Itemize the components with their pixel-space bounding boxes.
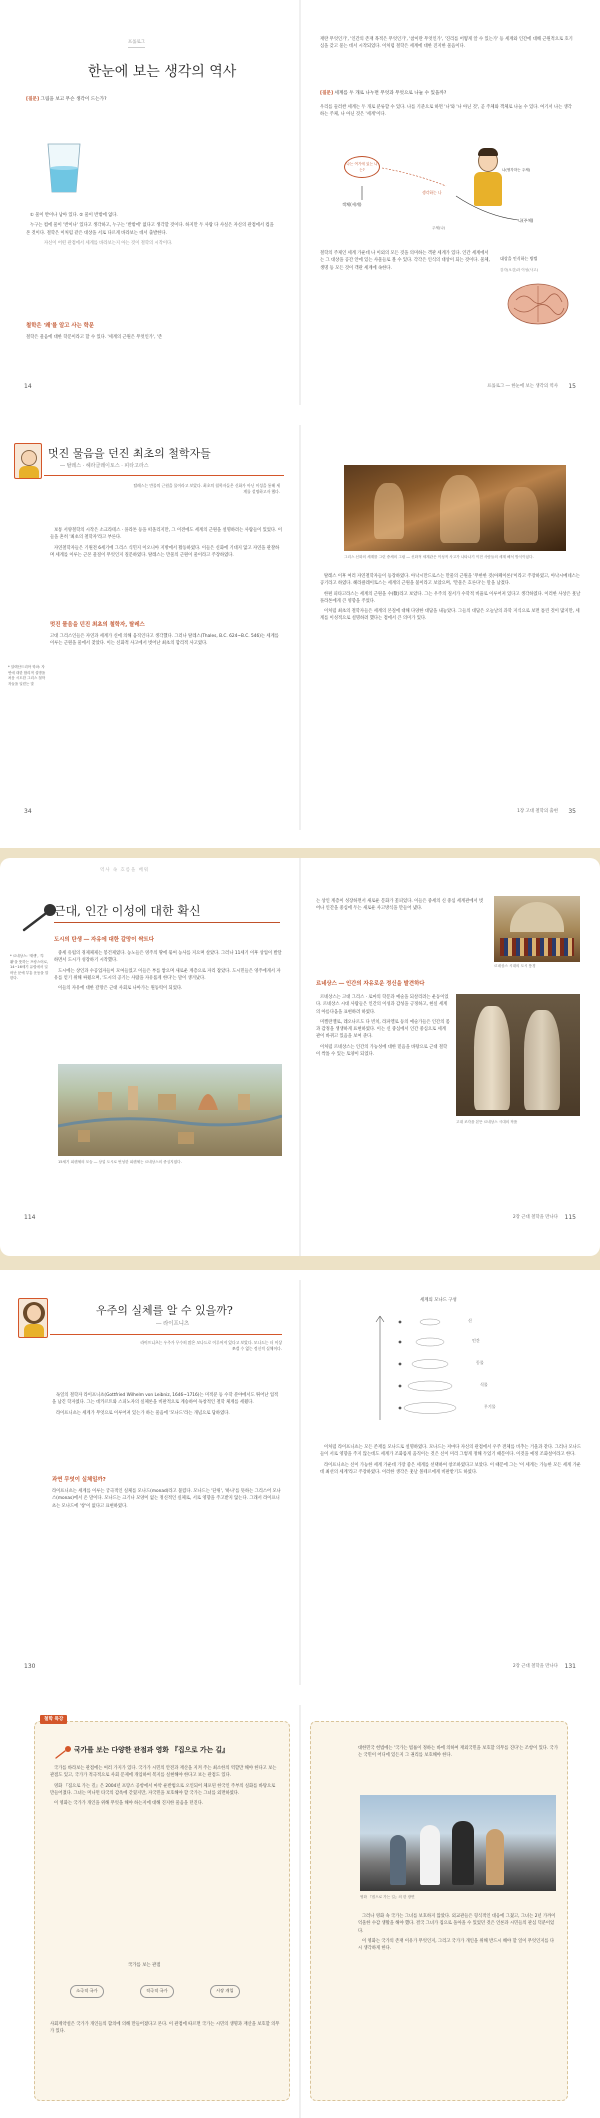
paragraph: 미켈란젤로, 레오나르도 다 빈치, 라파엘로 등의 예술가들은 인간의 몸과 감정을 생생하게 표현하였다. 이는 신 중심에서 인간 중심으로 세계관이 바뀌고 있음을 보여 준다.: [316, 1019, 450, 1040]
world-bubble: 나는 여기에 있는 나는?: [344, 156, 380, 178]
statue-figure: [474, 1006, 510, 1110]
title-rule: [54, 922, 280, 923]
spread-special-lecture: [0, 1705, 600, 2118]
margin-note: * 알렉산드리아 학파: 자연에 대한 합리적 설명을 처음 시도한 그리스 철학자들을 일컫는 말: [8, 665, 46, 686]
body-text-right: [320, 573, 582, 626]
microphone-icon: [54, 1745, 72, 1759]
statue-photo: [456, 994, 580, 1116]
page-title: 한눈에 보는 생각의 역사: [87, 64, 237, 80]
florence-map-image: [58, 1064, 282, 1156]
subhead-city: 도시의 탄생 ― 자유에 대한 갈망이 싹트다: [54, 937, 154, 943]
thought-label: 생각하는 나: [422, 190, 442, 195]
question-text: 그림을 보고 무슨 생각이 드는가?: [40, 97, 107, 102]
intro-text: 라이프니츠는 우주가 무수히 많은 모나드로 이루어져 있다고 보았다. 모나드는 더 이상 쪼갤 수 없는 정신적 실체이다.: [140, 1340, 282, 1352]
portrait-head: [27, 1305, 41, 1321]
object-label: 객체(세계): [342, 202, 362, 207]
title-rule: [44, 475, 284, 476]
state-view-item: 소극적 국가: [70, 1985, 104, 1998]
page-number: 131: [564, 1662, 576, 1670]
spread-leibniz: [0, 1280, 600, 1685]
intro-text: 탈레스는 만물의 근원을 물이라고 보았다. 최초의 철학자들은 신화가 아닌 이성을 통해 세계를 설명하고자 했다.: [133, 483, 280, 495]
body-text-left: [26, 212, 278, 250]
brain-sublabel: 감각(오감)과 이성(사고): [500, 268, 538, 272]
paragraph: 르네상스는 고대 그리스 · 로마의 학문과 예술을 되살리려는 운동이었다. 르네상스 시대 사람들은 인간의 이성과 감성을 긍정하고, 현실 세계의 아름다움을 표현하려 하였다.: [316, 995, 449, 1015]
monad-label: 무기물: [484, 1404, 496, 1409]
paragraph: 탈레스 이후 여러 자연철학자들이 등장하였다. 아낙시만드로스는 만물의 근원을 '무한한 것(아페이론)'이라고 주장하였고, 아낙시메네스는 공기라고 하였다. 헤라클레이토스는 세계의 근원을 불이라고 보았으며, '만물은 흐른다'는 말을 남겼다.: [320, 574, 580, 587]
paragraph: 누구는 컵에 물이 '반이나' 있다고 생각하고, 누구는 '반밖에' 없다고 생각할 것이다. 하지만 두 사람 다 사실은 자신의 관점에서 컵을 본 것이다. 철학은 이처럼 같은 대상을 서로 다르게 바라보는 데서 출발한다.: [26, 223, 274, 236]
question-text: 세계를 두 개로 나누면 무엇과 무엇으로 나눌 수 있을까?: [334, 91, 447, 96]
monad-diagram-title: 세계의 모나드 구성: [420, 1298, 457, 1303]
water-glass-illustration: [44, 140, 84, 196]
paragraph: 보통 서양철학의 시작은 소크라테스 · 플라톤 등을 떠올리지만, 그 이전에도 세계의 근원을 설명하려는 사람들이 있었다. 이들을 흔히 '최초의 철학자'라고 부른다.: [50, 528, 282, 541]
person-body: [474, 172, 502, 206]
body-text-left-2: 사회계약설은 국가가 개인들의 합의에 의해 만들어졌다고 본다. 이 관점에 따르면 국가는 시민의 생명과 재산을 보호할 의무가 있다.: [50, 2022, 280, 2035]
page-number: 115: [564, 1213, 576, 1221]
title-rule: [50, 1334, 282, 1335]
portrait-head: [21, 450, 37, 466]
paragraph: 이처럼 르네상스는 인간의 가능성에 대한 믿음을 바탕으로 근대 철학이 싹틀 수 있는 토양이 되었다.: [316, 1044, 448, 1058]
painting-figure: [504, 487, 538, 543]
movie-figure: [390, 1835, 406, 1885]
question-label: [질문]: [320, 91, 334, 96]
paragraph: 독일의 철학자 라이프니츠(Gottfried Wilhelm von Leibniz, 1646~1716)는 미적분 등 수학 분야에서도 뛰어난 업적을 남긴 학자였다. 그는 데카르트와 스피노자의 실체론을 비판적으로 계승하여 독창적인 철학 체계를 세웠다.: [52, 1393, 279, 1406]
body-text-left: [54, 950, 282, 995]
paragraph: 라이프니츠는 신이 가능한 세계 가운데 가장 좋은 세계를 선택하여 창조하였다고 보았다. 이 때문에 그는 '이 세계는 가능한 모든 세계 가운데 최선의 세계'라고 주장하였다. 이러한 생각은 훗날 볼테르에게 비판받기도 하였다.: [320, 1462, 581, 1475]
subject-label: 나(생각하는 주체): [501, 168, 531, 172]
question-line-2: [320, 90, 576, 97]
statue-figure: [524, 1010, 560, 1110]
brain-icon: [506, 282, 570, 326]
paragraph: 이처럼 라이프니츠는 모든 존재를 모나드로 설명하였다. 모나드는 저마다 자신의 관점에서 우주 전체를 비추는 거울과 같다. 그러나 모나드들이 서로 영향을 주지 않는데도 세계가 조화롭게 움직이는 것은 신이 미리 그렇게 정해 두었기 때문이다. 이것을 예정 조화설이라고 한다.: [320, 1445, 582, 1458]
subhead-philosophy: 철학은 '왜'를 알고 사는 학문: [26, 323, 95, 329]
body-text-left-2: 고대 그리스인들은 자연과 세계가 신에 의해 움직인다고 생각했다. 그러나 탈레스(Thales, B.C. 624~B.C. 546)는 세계를 이루는 근원을 물에서 찾았다. 이는 신화적 사고에서 벗어난 최초의 합리적 사고였다.: [50, 634, 279, 647]
body-text-right: [358, 1913, 558, 1955]
person-illustration: [468, 150, 508, 220]
painting-arch: [510, 902, 564, 932]
state-views-diagram: [70, 1977, 260, 2007]
paragraph: 그러나 영화 속 국가는 그녀를 보호하지 않았다. 외교관들은 형식적인 대응에 그쳤고, 그녀는 2년 가까이 억울한 수감 생활을 해야 했다. 결국 그녀가 집으로 돌아올 수 있었던 것은 언론과 시민들의 관심 덕분이었다.: [358, 1914, 556, 1934]
monad-label: 인간: [472, 1338, 480, 1343]
page-131: [300, 1280, 600, 1685]
paragraph: 영화 『집으로 가는 길』은 2004년 프랑스 공항에서 마약 운반범으로 오인되어 체포된 한국인 주부의 실화를 바탕으로 만들어졌다. 그녀는 머나먼 타국의 감옥에 갇혔지만, 자국민을 보호해야 할 국가는 그녀를 외면하였다.: [50, 1783, 276, 1796]
statue-caption: 고대 조각을 본뜬 르네상스 시대의 작품: [456, 1120, 518, 1124]
subject-caption: 주체(나): [432, 226, 446, 230]
portrait-body: [24, 1324, 44, 1337]
state-views-title: 국가를 보는 관점: [128, 1963, 161, 1968]
portrait-icon: [18, 1298, 48, 1338]
page-special-left: [0, 1705, 300, 2118]
body-text-left: [50, 1765, 280, 1810]
chapter-title: 우주의 실체를 알 수 있을까?: [96, 1304, 233, 1317]
question-line: [26, 96, 107, 103]
page-130: [0, 1280, 300, 1685]
monad-label: 신: [468, 1318, 472, 1323]
running-header: 1장 고대 철학의 출현: [517, 809, 558, 815]
body-text-right-bottom: 철학의 주제인 세계 가운데 나 이외의 모든 것을 의미하는 객관 세계가 있다. 인간 세계에서는 그 대상을 공간 안에 있는 사물들로 볼 수 있다. 각각은 인식의 대상이 되는 것이다. 물체, 생명 등 모든 것이 객관 세계에 속한다.: [320, 251, 490, 271]
renaissance-painting: [494, 896, 580, 962]
section-title: 국가를 보는 다양한 관점과 영화 『집으로 가는 길』: [74, 1746, 229, 1754]
running-header: 프롤로그 ― 한눈에 보는 생각의 역사: [487, 384, 558, 390]
monad-label: 동물: [476, 1360, 484, 1365]
paragraph: 자연철학자들은 기원전 6세기에 그리스 식민지 이오니아 지방에서 활동하였다. 이들은 신화에 기대지 않고 자연을 관찰하며 세계를 이루는 근본 물질이 무엇인지 질문하였다. 탈레스는 만물의 근원이 물이라고 주장하였다.: [50, 545, 280, 558]
body-text-left: [50, 527, 282, 562]
painting-caption: 그리스 신화의 세계를 그린 중세의 그림 ― 신화적 세계관은 이성적 사고가 나타나기 이전 사람들의 세계 해석 방식이었다.: [344, 555, 534, 559]
body-text-right-mid: 우리를 둘러싼 세계는 두 개로 분류할 수 있다. 나를 기준으로 하면 '나'와 '나 아닌 것', 곧 주체와 객체로 나눌 수 있다. 여기서 나는 생각하는 주체, 나 아닌 것은 '세계'이다.: [320, 105, 572, 118]
brain-label: 대상을 인식하는 방법: [500, 256, 538, 261]
paragraph: 라이프니츠는 세계가 무엇으로 이루어져 있는가 하는 물음에 '모나드'라는 개념으로 답하였다.: [56, 1410, 230, 1416]
paragraph: 이 영화는 국가의 존재 이유가 무엇인지, 그리고 국가가 개인을 위해 반드시 해야 할 일이 무엇인지를 다시 생각하게 한다.: [358, 1938, 555, 1952]
kicker-label: 프롤로그: [128, 40, 145, 48]
special-badge: 철학 특강: [40, 1715, 67, 1724]
page-15: [300, 0, 600, 405]
movie-figure: [486, 1829, 504, 1885]
painting-caption: 르네상스 시대의 도시 풍경: [494, 964, 536, 968]
movie-figure: [452, 1821, 474, 1885]
paragraph: 국가를 바라보는 관점에는 여러 가지가 있다. 국가가 시민의 안전과 재산을 지켜 주는 최소한의 역할만 해야 한다고 보는 관점도 있고, 국가가 적극적으로 사회 문제에 개입하여 복지를 실현해야 한다고 보는 관점도 있다.: [50, 1766, 277, 1779]
monad-label: 식물: [480, 1382, 488, 1387]
kicker-label: 역사 속 흐름을 배워: [100, 868, 150, 873]
movie-caption: 영화 『집으로 가는 길』의 한 장면: [360, 1895, 415, 1899]
paragraph-note: 자신이 어떤 관점에서 세계를 바라보는지 아는 것이 철학의 시작이다.: [44, 240, 173, 246]
page-34: [0, 425, 300, 830]
running-header: 2장 근대 철학을 만나다: [512, 1664, 558, 1670]
page-35: [300, 425, 600, 830]
page-14: [0, 0, 300, 405]
body-text-right: [316, 994, 450, 1061]
movie-figure: [420, 1825, 440, 1885]
paragraph: 이 영화는 국가가 개인을 위해 무엇을 해야 하는지에 대해 진지한 물음을 던진다.: [54, 1801, 204, 1807]
monad-diagram: [360, 1308, 540, 1428]
spread-early-philosophers: [0, 425, 600, 830]
chapter-title: 근대, 인간 이성에 대한 확신: [54, 904, 201, 918]
map-caption: 15세기 피렌체의 모습 ― 상업 도시로 번성한 피렌체는 르네상스의 중심지였다.: [58, 1160, 182, 1164]
chapter-title: 멋진 물음을 던진 최초의 철학자들: [48, 447, 211, 460]
paragraph: ① 물이 반이나 남아 있다. ② 물이 반밖에 없다.: [30, 213, 118, 218]
subject-object-diagram: [336, 146, 556, 238]
body-text-left-2: 철학은 물음에 대한 학문이라고 할 수 있다. '세계의 근원은 무엇인가', '존: [26, 335, 163, 340]
portrait-body: [19, 466, 39, 478]
person-hair: [478, 148, 498, 156]
subhead-thales: 멋진 물음을 던진 최초의 철학자, 탈레스: [50, 622, 145, 628]
body-text-left-2: 라이프니츠는 세계를 이루는 궁극적인 실체를 모나드(monad)라고 불렀다. 모나드는 '단위', '하나'를 뜻하는 그리스어 모나스(monas)에서 온 말이다. 모나드는 크기나 모양이 없는 정신적인 실체로, 서로 영향을 주고받지 않는다. 그래서 라이프니츠는 모나드에 '창'이 없다고 표현하였다.: [52, 1489, 281, 1509]
page-115: [300, 858, 600, 1256]
note-box: [310, 1721, 568, 2101]
body-text-right: [320, 1444, 582, 1479]
body-text-right-top: 대한민국 헌법에는 '국가는 법률이 정하는 바에 의하여 재외국민을 보호할 의무를 진다'는 조항이 있다. 국가는 국민이 어디에 있든지 그 권리를 보호해야 한다.: [358, 1746, 558, 1759]
paragraph: 이처럼 최초의 철학자들은 세계의 본질에 대해 다양한 대답을 내놓았다. 그들의 대답은 오늘날의 과학 지식으로 보면 틀린 것이 많지만, 세계를 이성적으로 설명하려 했다는 점에서 큰 의미가 있다.: [320, 609, 580, 622]
paragraph: 중세 유럽의 경제체제는 봉건제였다. 농노들은 영주의 땅에 묶여 농사를 지으며 살았다. 그러나 11세기 이후 상업이 발달하면서 도시가 성장하기 시작했다.: [54, 951, 282, 964]
chapter-subtitle: ― 탈레스 · 헤라클레이토스 · 피타고라스: [60, 463, 149, 469]
body-text-right-top: 재란 무엇인가', '인간의 존재 목적은 무엇인가', '참이란 무엇인가', '진리를 어떻게 알 수 있는가' 등 세계와 인간에 대해 근원적으로 호기심을 갖고 묻는 데서 시작되었다. 이처럼 철학은 세계에 대한 진지한 물음이다.: [320, 37, 573, 50]
body-text-left: [52, 1392, 282, 1420]
painting-crowd: [500, 938, 574, 956]
paragraph: 한편 피타고라스는 세계의 근원을 수(數)라고 보았다. 그는 우주의 질서가 수학적 비율로 이루어져 있다고 생각하였다. 이러한 사상은 훗날 플라톤에게 큰 영향을 주었다.: [320, 591, 581, 604]
painting-figure: [374, 483, 404, 539]
state-view-item: 시장 개입: [210, 1985, 240, 1998]
painting-figure: [440, 475, 480, 543]
margin-note: * 르네상스: '재생', '부활'을 뜻하는 프랑스어로, 14~16세기 유럽에서 일어난 문예 부흥 운동을 말한다.: [10, 954, 49, 981]
page-number: 14: [24, 382, 32, 390]
page-number: 34: [24, 807, 32, 815]
question-label: [질문]: [26, 97, 40, 102]
spread-modern-reason: [0, 858, 600, 1256]
map-details: [58, 1064, 282, 1156]
page-special-right: [300, 1705, 600, 2118]
subhead-renaissance: 르네상스 ― 인간의 자유로운 정신을 발견하다: [316, 981, 425, 987]
running-header: 2장 근대 철학을 만나다: [512, 1215, 558, 1221]
page-number: 114: [24, 1213, 36, 1221]
chapter-subtitle: ― 라이프니츠: [156, 1321, 190, 1327]
portrait-icon: [14, 443, 42, 479]
subhead-substance: 과연 무엇이 실체일까?: [52, 1477, 106, 1483]
page-number: 35: [568, 807, 576, 815]
body-text-right-top: 는 상인 계층이 성장하면서 새로운 문화가 꽃피었다. 이들은 중세의 신 중심 세계관에서 벗어나 인간을 중심에 두는 새로운 사고방식을 만들어 냈다.: [316, 899, 484, 912]
state-view-item: 적극적 국가: [140, 1985, 174, 1998]
paragraph: 도시에는 상인과 수공업자들이 모여들었고 이들은 부를 쌓으며 새로운 계층으로 자리 잡았다. 도시민들은 영주에게서 자유를 얻기 위해 싸웠으며, '도시의 공기는 사람을 자유롭게 한다'는 말이 생겨났다.: [54, 968, 281, 981]
movie-still-photo: [360, 1795, 556, 1891]
paragraph: 이들의 자유에 대한 갈망은 근대 사회로 나아가는 원동력이 되었다.: [58, 986, 183, 992]
page-114: [0, 858, 300, 1256]
page-number: 15: [568, 382, 576, 390]
spread-prologue: [0, 0, 600, 405]
page-number: 130: [24, 1662, 36, 1670]
self-label: 나(주체): [518, 218, 534, 223]
mythology-painting: [344, 465, 566, 551]
